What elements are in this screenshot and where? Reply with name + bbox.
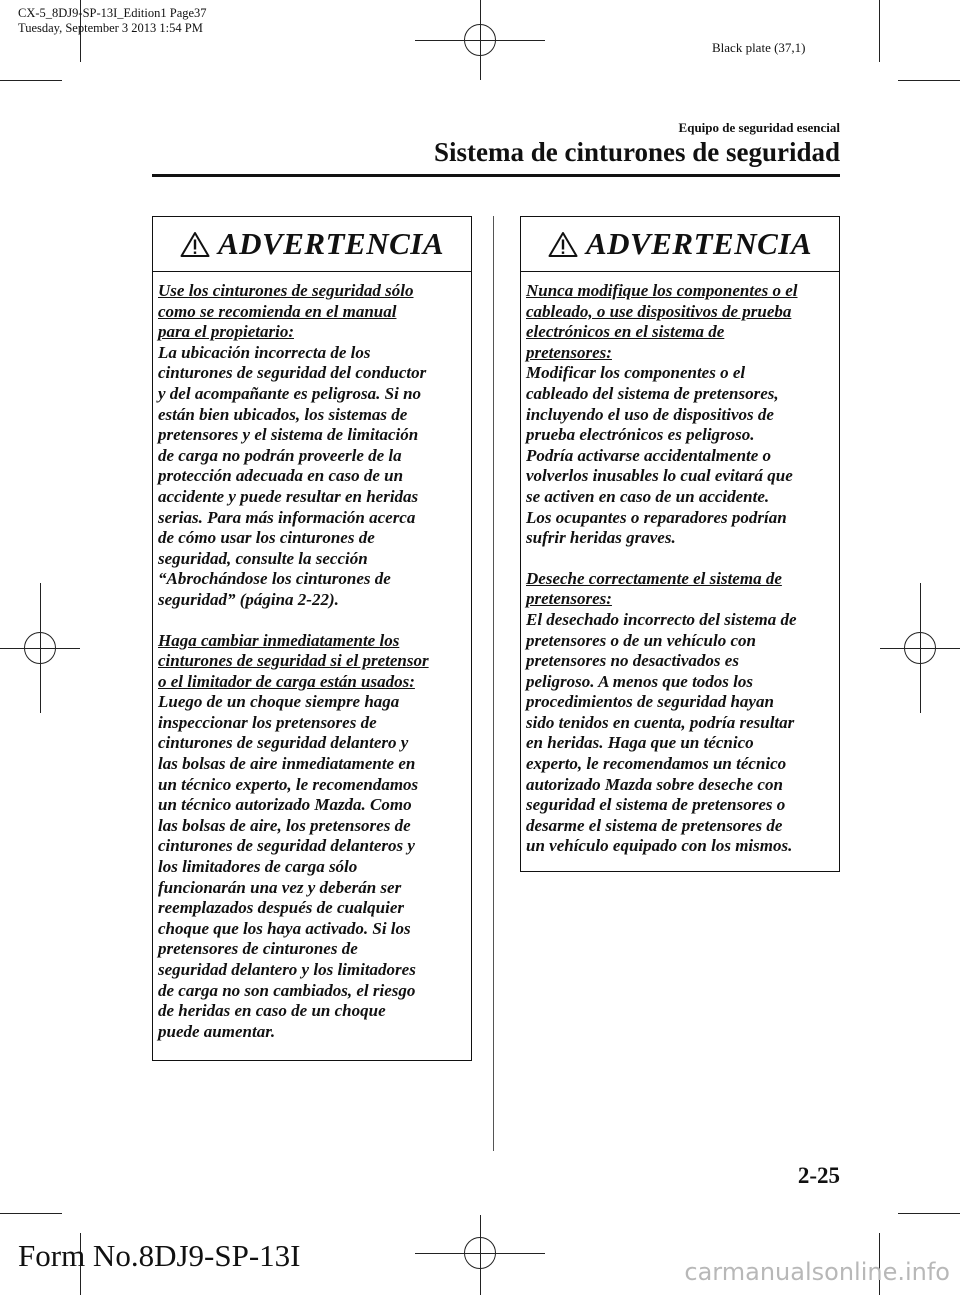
warning-heading: Haga cambiar inmediatamente los cinturones de seguridad si el pretensor o el limitador de carga están usados: bbox=[158, 630, 429, 691]
warning-text: La ubicación incorrecta de los cinturones de seguridad del conductor y del acompañante es peligrosa. Si no están bien ubicados, los sistemas de pretensores y el sistema de limitación de carga no podrán proveerle de la protección adecuada en caso de un accidente y puede resultar en heridas serias. Para más información acerca de cómo usar los cinturones de seguridad, consulte la sección “Abrochándose los cinturones de seguridad” (página 2-22). bbox=[158, 342, 427, 609]
warning-text: Luego de un choque siempre haga inspeccionar los pretensores de cinturones de seguridad delantero y las bolsas de aire inmediatamente en un técnico experto, le recomendamos un técnico autorizado Mazda. Como las bolsas de aire, los pretensores de cinturones de seguridad delanteros y los limitadores de carga sólo funcionarán una vez y deberán ser reemplazados después de cualquier choque que los haya activado. Si los pretensores de cinturones de seguridad delantero y los limitadores de carga no son cambiados, el riesgo de heridas en caso de un choque puede aumentar. bbox=[158, 692, 419, 1041]
warning-title: ADVERTENCIA bbox=[217, 226, 444, 261]
warning-box-right bbox=[520, 216, 840, 872]
column-divider bbox=[493, 216, 494, 1151]
print-info bbox=[18, 6, 207, 36]
warning-heading: Deseche correctamente el sistema de pretensores: bbox=[526, 568, 782, 609]
print-info-file: CX-5_8DJ9-SP-13I_Edition1 Page37 bbox=[18, 6, 207, 20]
chapter-title: Sistema de cinturones de seguridad bbox=[433, 137, 840, 167]
header-rule bbox=[152, 174, 840, 177]
warning-triangle-icon bbox=[180, 231, 210, 258]
warning-body bbox=[521, 272, 839, 857]
warning-header bbox=[521, 217, 839, 272]
watermark-text: carmanualsonline.info bbox=[684, 1258, 950, 1286]
warning-text: El desechado incorrecto del sistema de pretensores o de un vehículo con pretensores no desactivados es peligroso. A menos que todos los procedimientos de seguridad hayan sido tenidos en cuenta, podría resultar en heridas. Haga que un técnico experto, le recomendamos un técnico autorizado Mazda sobre deseche con seguridad el sistema de pretensores o desarme el sistema de pretensores de un vehículo equipado con los mismos. bbox=[526, 609, 797, 856]
warning-title: ADVERTENCIA bbox=[585, 226, 812, 261]
warning-header bbox=[153, 217, 471, 272]
page-number: 2-25 bbox=[797, 1163, 840, 1188]
warning-heading: Nunca modifique los componentes o el cableado, o use dispositivos de prueba electrónicos en el sistema de pretensores: bbox=[526, 281, 798, 362]
form-number: Form No.8DJ9-SP-13I bbox=[18, 1238, 301, 1273]
print-info-date: Tuesday, September 3 2013 1:54 PM bbox=[18, 21, 203, 35]
section-title: Equipo de seguridad esencial bbox=[678, 120, 840, 135]
warning-heading: Use los cinturones de seguridad sólo como se recomienda en el manual para el propietario: bbox=[158, 281, 414, 342]
warning-box-left bbox=[152, 216, 472, 1061]
plate-label: Black plate (37,1) bbox=[712, 40, 806, 55]
warning-text: Modificar los componentes o el cableado del sistema de pretensores, incluyendo el uso de dispositivos de prueba electrónicos es peligroso. Podría activarse accidentalmente o volverlos inusables lo cual evitará que se activen en caso de un accidente. Los ocupantes o reparadores podrían sufrir heridas graves. bbox=[526, 363, 793, 548]
warning-body bbox=[153, 272, 471, 1042]
warning-triangle-icon bbox=[548, 231, 578, 258]
